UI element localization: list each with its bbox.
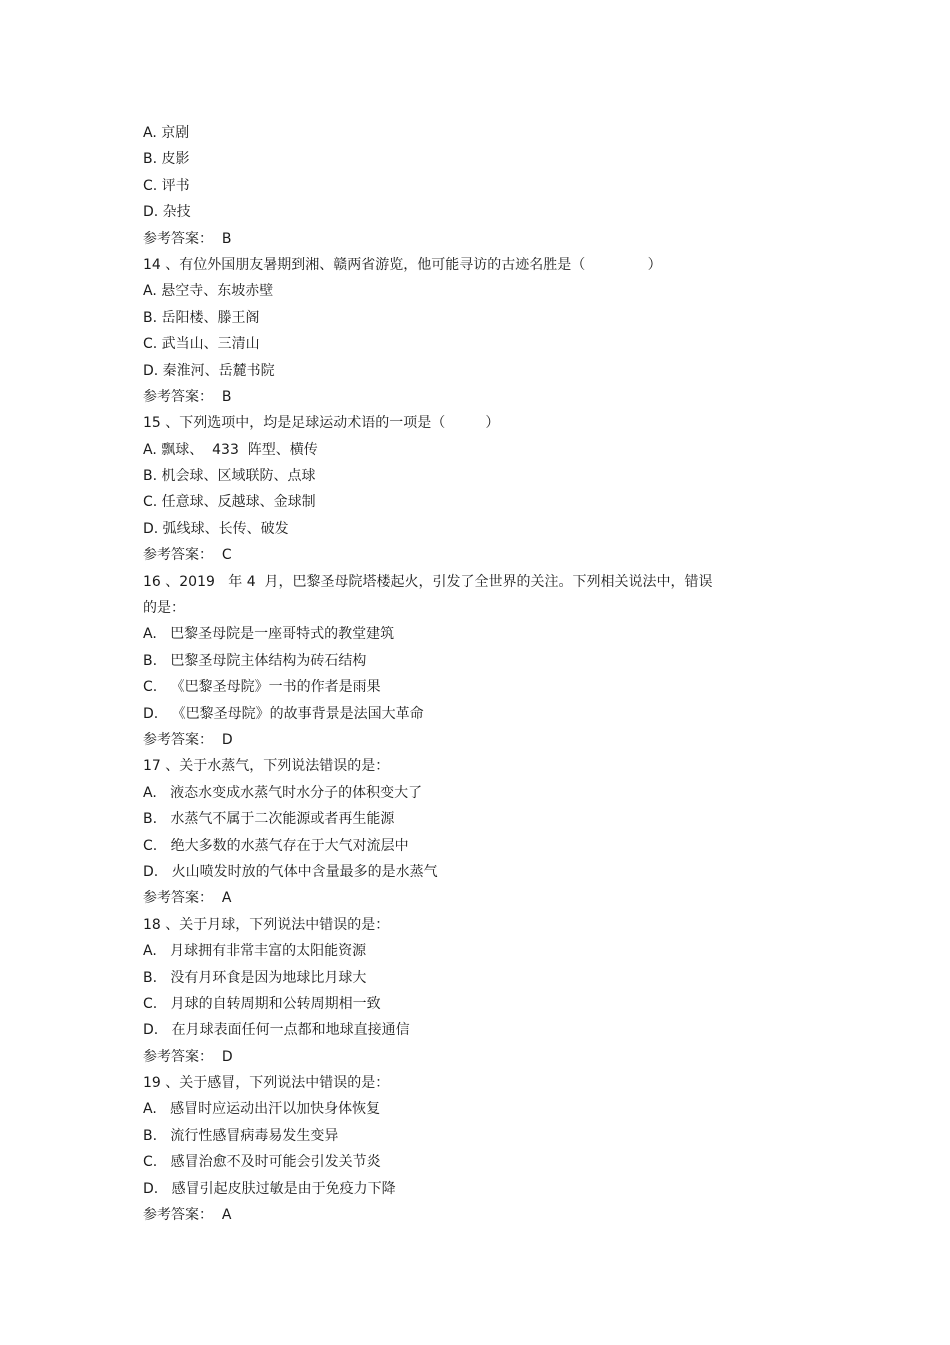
question-19: 19 、关于感冒，下列说法中错误的是：: [143, 1075, 390, 1092]
option-c: C. 感冒治愈不及时可能会引发关节炎: [143, 1154, 381, 1171]
question-17: 17 、关于水蒸气，下列说法错误的是：: [143, 758, 390, 775]
question-18: 18 、关于月球，下列说法中错误的是：: [143, 916, 390, 933]
option-c: C. 任意球、反越球、金球制: [143, 494, 316, 511]
option-b: B. 岳阳楼、滕王阁: [143, 309, 260, 326]
document-page: [143, 120, 763, 1228]
option-c: C. 绝大多数的水蒸气存在于大气对流层中: [143, 837, 409, 854]
option-a: A. 巴黎圣母院是一座哥特式的教堂建筑: [143, 626, 395, 643]
option-b: B. 流行性感冒病毒易发生变异: [143, 1127, 339, 1144]
question-14: 14 、有位外国朋友暑期到湘、赣两省游览，他可能寻访的古迹名胜是（ ）: [143, 256, 662, 273]
option-a: A. 飘球、 433 阵型、横传: [143, 441, 318, 458]
option-b: B. 皮影: [143, 151, 190, 168]
option-a: A. 液态水变成水蒸气时水分子的体积变大了: [143, 784, 423, 801]
option-d: D. 秦淮河、岳麓书院: [143, 362, 275, 379]
option-b: B. 水蒸气不属于二次能源或者再生能源: [143, 811, 395, 828]
option-c: C. 武当山、三清山: [143, 336, 260, 353]
option-d: D. 火山喷发时放的气体中含量最多的是水蒸气: [143, 863, 438, 880]
option-b: B. 没有月环食是因为地球比月球大: [143, 969, 367, 986]
option-a: A. 悬空寺、东坡赤壁: [143, 283, 274, 300]
option-a: A. 京剧: [143, 125, 190, 141]
option-c: C. 月球的自转周期和公转周期相一致: [143, 995, 381, 1012]
answer-line: 参考答案： A: [143, 890, 232, 907]
option-b: B. 巴黎圣母院主体结构为砖石结构: [143, 652, 367, 669]
answer-line: 参考答案： C: [143, 547, 232, 564]
option-b: B. 机会球、区域联防、点球: [143, 468, 316, 485]
question-16-continued: 的是：: [143, 600, 185, 617]
option-d: D. 《巴黎圣母院》的故事背景是法国大革命: [143, 705, 424, 722]
answer-line: 参考答案： A: [143, 1207, 232, 1224]
option-c: C. 《巴黎圣母院》一书的作者是雨果: [143, 679, 381, 696]
answer-line: 参考答案： B: [143, 230, 232, 247]
option-a: A. 感冒时应运动出汗以加快身体恢复: [143, 1101, 381, 1118]
answer-line: 参考答案： D: [143, 731, 233, 748]
question-15: 15 、下列选项中，均是足球运动术语的一项是（ ）: [143, 415, 500, 432]
option-d: D. 感冒引起皮肤过敏是由于免疫力下降: [143, 1180, 396, 1197]
answer-line: 参考答案： B: [143, 388, 232, 405]
option-d: D. 在月球表面任何一点都和地球直接通信: [143, 1022, 410, 1039]
question-16: 16 、2019 年 4 月，巴黎圣母院塔楼起火，引发了全世界的关注。下列相关说法中，错误: [143, 573, 713, 590]
answer-line: 参考答案： D: [143, 1048, 233, 1065]
option-d: D. 弧线球、长传、破发: [143, 520, 289, 537]
option-c: C. 评书: [143, 177, 190, 194]
option-d: D. 杂技: [143, 204, 191, 221]
option-a: A. 月球拥有非常丰富的太阳能资源: [143, 943, 367, 960]
